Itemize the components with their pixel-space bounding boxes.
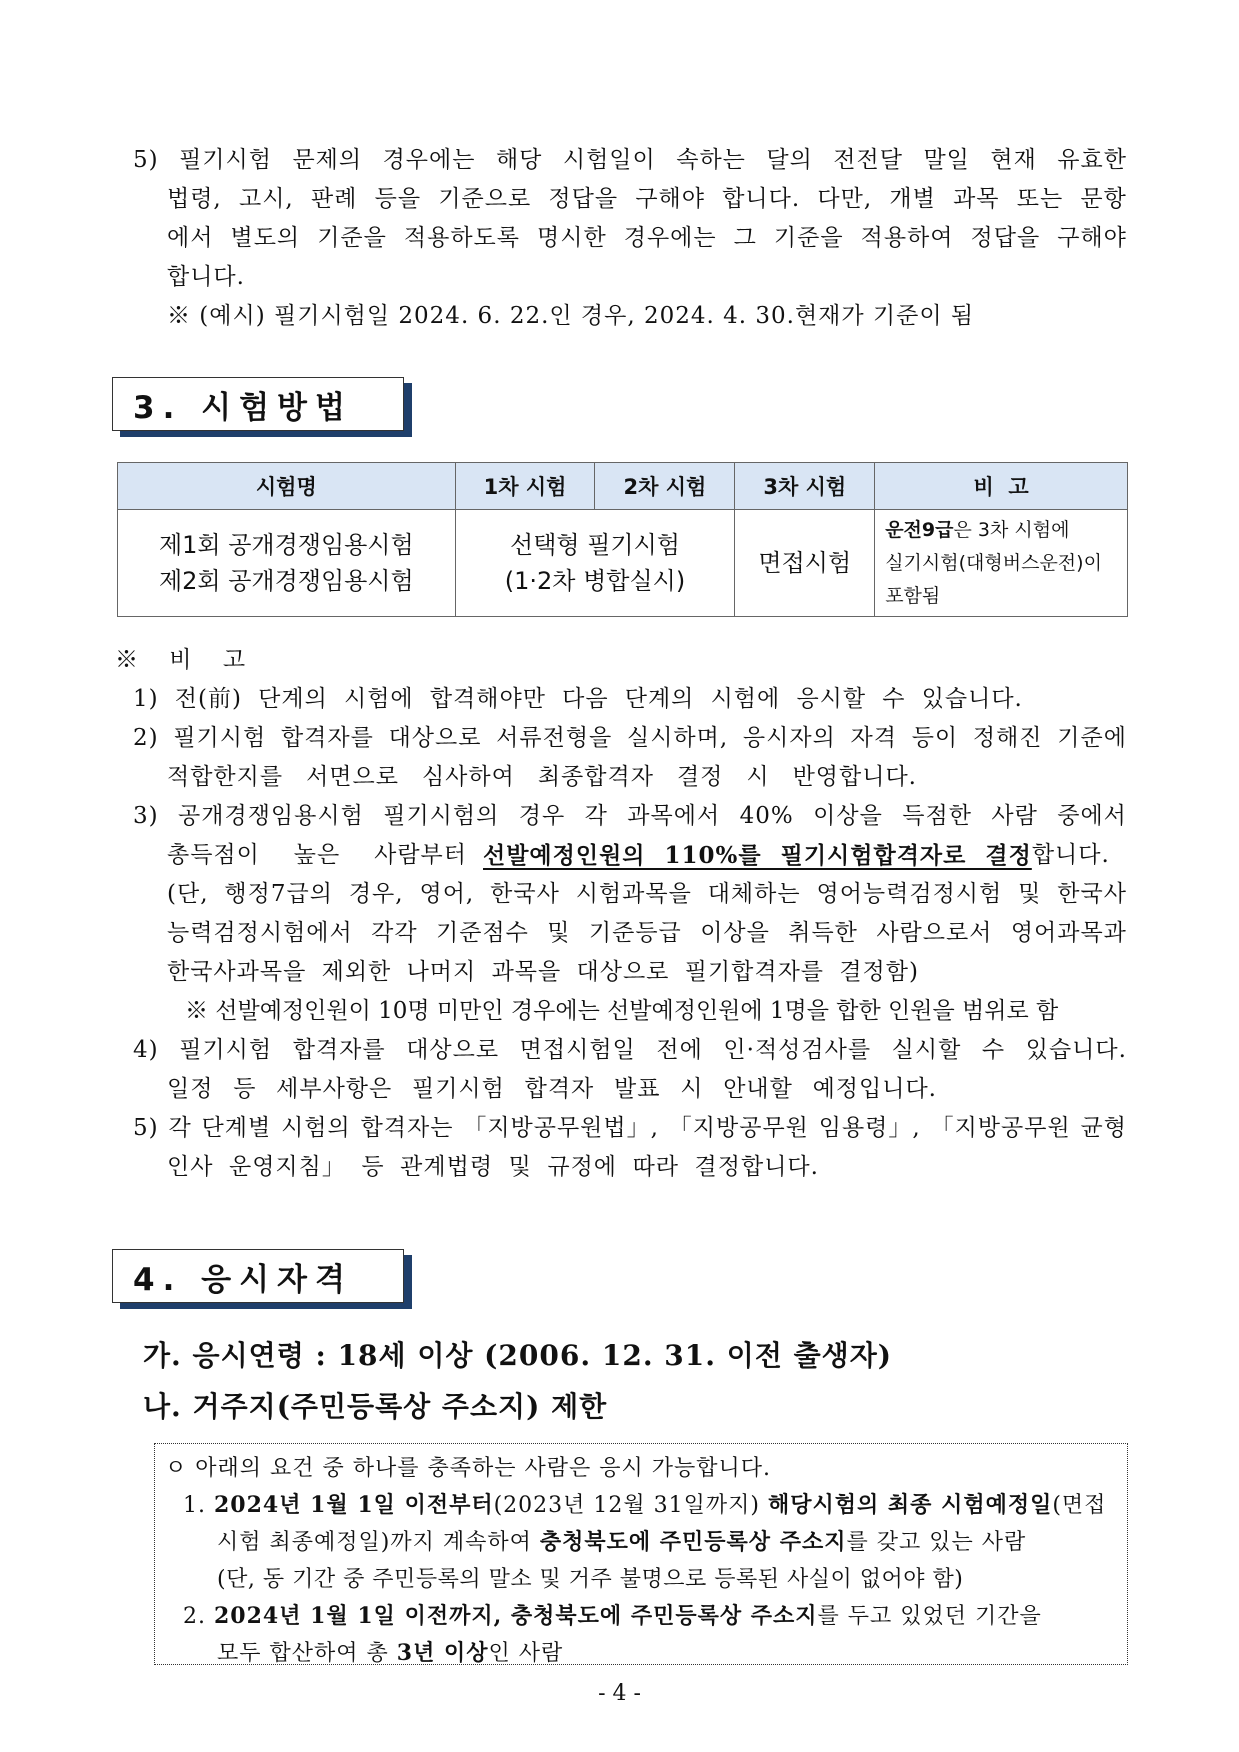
word: 득점한 xyxy=(902,803,972,829)
word: 예정입니다. xyxy=(812,1076,937,1102)
word: 다음 xyxy=(562,686,609,712)
word: 합니다. xyxy=(167,264,245,290)
word: 등이 xyxy=(911,725,959,751)
header-exam-name: 시험명 xyxy=(118,463,456,510)
item1-l2-n2: 를 갖고 있는 사람 xyxy=(846,1530,1027,1555)
word: 적용하여 xyxy=(860,225,954,251)
word: 과목 xyxy=(953,186,1000,212)
word: 합격자를 xyxy=(280,725,374,751)
word: 전(前) xyxy=(174,686,242,712)
word: 다만, xyxy=(817,186,873,212)
word: 개별 xyxy=(889,186,936,212)
word: 대상으로 xyxy=(576,959,670,985)
note-rest: 은 3차 시험에 xyxy=(953,518,1070,541)
word: 결정 xyxy=(676,764,724,790)
word: 필기시험 xyxy=(412,1076,505,1102)
item1-n2: (면접 xyxy=(1052,1493,1107,1518)
word: 대상으로 xyxy=(388,725,482,751)
remark-4-line1 xyxy=(133,1031,1127,1070)
age-requirement: 가. 응시연령 : 18세 이상 (2006. 12. 31. 이전 출생자) xyxy=(143,1339,893,1372)
remark-5-line1 xyxy=(133,1109,1127,1148)
word: 단계별 xyxy=(201,1115,272,1141)
word: 정답을 xyxy=(548,186,619,212)
word: 필기시험 xyxy=(179,147,272,173)
word: 적합한지를 xyxy=(167,764,284,790)
word: 합니다. xyxy=(722,186,801,212)
word: 균형 xyxy=(1080,1115,1127,1141)
word: 발표 xyxy=(614,1076,661,1102)
word: 있습니다. xyxy=(921,686,1023,712)
exam-name-1: 제1회 공개경쟁임용시험 xyxy=(158,531,414,559)
note-line3: 포함됨 xyxy=(885,584,941,607)
remark-4-line2 xyxy=(133,1070,937,1109)
word: 영어, xyxy=(419,881,475,907)
residence-requirement: 나. 거주지(주민등록상 주소지) 제한 xyxy=(143,1390,608,1423)
word: 4) xyxy=(133,1037,159,1063)
remark-3-line1 xyxy=(133,797,1127,836)
item5-line1 xyxy=(133,141,1127,180)
word: 말일 xyxy=(923,147,970,173)
word: (단, xyxy=(167,881,209,907)
note-line2: 실기시험(대형버스운전)이 xyxy=(885,551,1102,574)
word: 전전달 xyxy=(833,147,903,173)
word: 한국사과목을 xyxy=(167,959,307,985)
word: 「지방공무원 xyxy=(668,1115,809,1141)
word: 자격 xyxy=(850,725,897,751)
word: 행정7급의 xyxy=(224,881,333,907)
word: 필기시험의 xyxy=(383,803,500,829)
residence-conditions-box xyxy=(154,1443,1128,1665)
word: 문제의 xyxy=(292,147,363,173)
word: 인·적성검사를 xyxy=(723,1037,872,1063)
remark-3-line2 xyxy=(133,836,1127,875)
word: 있습니다. xyxy=(1025,1037,1127,1063)
word: 필기합격자를 xyxy=(684,959,825,985)
word: 속하는 xyxy=(676,147,746,173)
header-stage3: 3차 시험 xyxy=(735,463,875,510)
item2-n1: 를 두고 있었던 기간을 xyxy=(817,1604,1042,1629)
item2-l2-b1: 3년 이상 xyxy=(396,1640,489,1666)
remarks-list xyxy=(133,680,1127,1187)
word: 판례 xyxy=(310,186,358,212)
word: 기준을 xyxy=(773,225,844,251)
word: 합격해야만 xyxy=(429,686,546,712)
word: 심사하여 xyxy=(421,764,515,790)
box-item1-line2 xyxy=(165,1524,1115,1561)
exam-name-2: 제2회 공개경쟁임용시험 xyxy=(158,567,414,595)
word: 나머지 xyxy=(406,959,477,985)
word: 또는 xyxy=(1016,186,1064,212)
word: 임용령」, xyxy=(818,1115,921,1141)
word: 서류전형을 xyxy=(496,725,613,751)
item5-line4 xyxy=(133,258,1127,297)
item5-example: ※ (예시) 필기시험일 2024. 6. 22.인 경우, 2024. 4. 30.현재가 기준이 됨 xyxy=(167,303,975,329)
word: 관계법령 xyxy=(400,1154,494,1180)
word: 운영지침」 xyxy=(228,1154,346,1180)
cell-exam-names xyxy=(118,510,456,617)
word: 「지방공무원 xyxy=(930,1115,1071,1141)
note-line1 xyxy=(885,514,1126,547)
remark-5-line2 xyxy=(133,1148,819,1187)
word: 시험에 xyxy=(344,686,414,712)
word: 따라 xyxy=(632,1154,679,1180)
word: 40% xyxy=(739,803,794,829)
note-bold: 운전9급 xyxy=(885,518,954,541)
word: 서면으로 xyxy=(306,764,399,790)
word: 5) xyxy=(133,147,159,173)
word: 시험의 xyxy=(281,1115,351,1141)
word: 시험과목을 xyxy=(575,881,692,907)
box-intro: ㅇ 아래의 요건 중 하나를 충족하는 사람은 응시 가능합니다. xyxy=(165,1456,771,1481)
word: 응시자의 xyxy=(742,725,836,751)
word: 취득한 xyxy=(788,920,858,946)
word: 한국사 xyxy=(1057,881,1127,907)
box-item2-line2 xyxy=(165,1635,1115,1672)
item2-b1: 2024년 1월 1일 이전까지, 충청북도에 주민등록상 주소지 xyxy=(214,1603,818,1629)
exam-method-table xyxy=(117,462,1128,617)
box-item1-line3: (단, 동 기간 중 주민등록의 말소 및 거주 불명으로 등록된 사실이 없어야 함) xyxy=(217,1567,964,1592)
word: 문항 xyxy=(1080,186,1127,212)
remark-2-line1 xyxy=(133,719,1127,758)
word: 그 xyxy=(733,225,757,251)
word: 법령, xyxy=(167,186,222,212)
word: 결정함) xyxy=(839,959,919,985)
word: 수 xyxy=(882,686,906,712)
stage12-line2: (1·2차 병합실시) xyxy=(504,567,686,595)
word: 사람으로서 xyxy=(876,920,993,946)
word: 시험에 xyxy=(710,686,781,712)
word: 달의 xyxy=(766,147,813,173)
word: 응시할 xyxy=(796,686,867,712)
word: 합격자는 xyxy=(360,1115,454,1141)
word: 에서 xyxy=(167,225,214,251)
word: 등 xyxy=(233,1076,257,1102)
word: 명시한 xyxy=(537,225,607,251)
box-item1-line1 xyxy=(165,1487,1115,1524)
word: 경우에는 xyxy=(623,225,717,251)
item1-num: 1. xyxy=(183,1493,206,1518)
word: 시 xyxy=(746,764,770,790)
table-header-row xyxy=(118,463,1128,510)
word: 반영합니다. xyxy=(792,764,917,790)
box-item2-line1 xyxy=(165,1598,1115,1635)
word: 합격자 xyxy=(524,1076,595,1102)
remark-3-line5 xyxy=(133,953,919,992)
word: 대체하는 xyxy=(707,881,801,907)
item2-num: 2. xyxy=(183,1604,206,1629)
word: 이상을 xyxy=(700,920,770,946)
word: 등을 xyxy=(374,186,422,212)
word: 5) xyxy=(133,1115,159,1141)
word: 별도의 xyxy=(230,225,301,251)
item5-line2 xyxy=(133,180,1127,219)
stage12-line1: 선택형 필기시험 xyxy=(510,531,680,559)
word: 수 xyxy=(981,1037,1006,1063)
word: 공개경쟁임용시험 xyxy=(178,803,364,829)
word: 과목에서 xyxy=(627,803,721,829)
word: 1) xyxy=(133,686,159,712)
item1-l2-n1: 시험 최종예정일)까지 계속하여 xyxy=(217,1530,532,1555)
word: 전에 xyxy=(656,1037,703,1063)
word: 세부사항은 xyxy=(276,1076,393,1102)
word: 사람 xyxy=(991,803,1038,829)
word: 「지방공무원법」, xyxy=(463,1115,659,1141)
remark-3-line2-pre xyxy=(167,836,467,875)
word: 및 xyxy=(508,1154,532,1180)
word: 유효한 xyxy=(1057,147,1127,173)
word: 중에서 xyxy=(1057,803,1127,829)
word: 시험일이 xyxy=(562,147,656,173)
word: 높은 xyxy=(293,842,341,868)
word: 경우에는 xyxy=(382,147,476,173)
word: 시 xyxy=(680,1076,704,1102)
word: 각각 xyxy=(371,920,418,946)
word: 기준을 xyxy=(317,225,387,251)
item1-b1: 2024년 1월 1일 이전부터 xyxy=(214,1492,494,1518)
word: 경우 xyxy=(518,803,566,829)
word: 결정합니다. xyxy=(694,1154,819,1180)
word: 구해야 xyxy=(1057,225,1127,251)
item1-l2-b1: 충청북도에 주민등록상 주소지 xyxy=(539,1529,847,1555)
remark-1 xyxy=(133,680,1023,719)
word: 단계의 xyxy=(258,686,328,712)
table-row xyxy=(118,510,1128,617)
prev-item-5 xyxy=(133,141,1127,336)
page-number: - 4 - xyxy=(598,1681,641,1706)
word: 해당 xyxy=(495,147,543,173)
item1-n1: (2023년 12월 31일까지) xyxy=(493,1493,760,1518)
word: 규정에 xyxy=(547,1154,618,1180)
word: 단계의 xyxy=(624,686,695,712)
section-4-heading: 4. 응시자격 xyxy=(112,1249,404,1303)
word: 및 xyxy=(1018,881,1042,907)
word: 경우, xyxy=(348,881,404,907)
header-stage2: 2차 시험 xyxy=(595,463,735,510)
word: 기준에 xyxy=(1057,725,1127,751)
word: 현재 xyxy=(990,147,1037,173)
word: 영어능력검정시험 xyxy=(816,881,1003,907)
box-content xyxy=(165,1450,1115,1672)
word: 인사 xyxy=(167,1154,214,1180)
section-3-heading: 3. 시험방법 xyxy=(112,377,404,431)
word: 고시, xyxy=(238,186,294,212)
word: 및 xyxy=(547,920,571,946)
word: 실시하며, xyxy=(627,725,729,751)
word: 정해진 xyxy=(972,725,1043,751)
word: 필기시험 xyxy=(179,1037,273,1063)
word: 구해야 xyxy=(635,186,705,212)
item5-line3 xyxy=(133,219,1127,258)
remarks-block xyxy=(115,641,1127,680)
cell-stage3: 면접시험 xyxy=(735,510,875,617)
word: 기준으로 xyxy=(438,186,532,212)
word: 제외한 xyxy=(321,959,392,985)
remark-2-line2 xyxy=(133,758,917,797)
word: 대상으로 xyxy=(406,1037,500,1063)
word: 사람부터 xyxy=(374,842,467,868)
header-remarks: 비 고 xyxy=(875,463,1128,510)
cell-stage12 xyxy=(455,510,735,617)
word: 적용하도록 xyxy=(403,225,520,251)
word: 능력검정시험에서 xyxy=(167,920,353,946)
word: 영어과목과 xyxy=(1010,920,1127,946)
remark-3-line2-post: 합니다. xyxy=(1031,842,1110,868)
word: 각 xyxy=(584,803,608,829)
word: 3) xyxy=(133,803,159,829)
word: 과목을 xyxy=(491,959,562,985)
word: 기준등급 xyxy=(588,920,682,946)
item1-b2: 해당시험의 최종 시험예정일 xyxy=(767,1492,1053,1518)
word: 실시할 xyxy=(891,1037,962,1063)
remark-3-line4 xyxy=(133,914,1127,953)
item2-l2-n2: 인 사람 xyxy=(488,1641,564,1666)
remark-3-line3 xyxy=(133,875,1127,914)
word: 기준점수 xyxy=(436,920,529,946)
item2-l2-n1: 모두 합산하여 총 xyxy=(217,1641,389,1666)
remarks-title: ※ 비 고 xyxy=(115,647,258,673)
header-stage1: 1차 시험 xyxy=(455,463,595,510)
word: 합격자를 xyxy=(292,1037,386,1063)
remark-3-emphasis: 선발예정인원의 110%를 필기시험합격자로 결정 xyxy=(483,842,1032,869)
word: 정답을 xyxy=(970,225,1041,251)
remark-3-note: ※ 선발예정인원이 10명 미만인 경우에는 선발예정인원에 1명을 합한 인원을 범위로 함 xyxy=(185,998,1059,1024)
word: 일정 xyxy=(167,1076,214,1102)
word: 총득점이 xyxy=(167,842,260,868)
word: 면접시험일 xyxy=(519,1037,636,1063)
word: 한국사 xyxy=(490,881,560,907)
word: 최종합격자 xyxy=(537,764,654,790)
cell-note xyxy=(875,510,1128,617)
word: 안내할 xyxy=(723,1076,793,1102)
word: 2) xyxy=(133,725,159,751)
word: 이상을 xyxy=(813,803,883,829)
word: 각 xyxy=(168,1115,192,1141)
word: 등 xyxy=(361,1154,385,1180)
word: 필기시험 xyxy=(173,725,267,751)
